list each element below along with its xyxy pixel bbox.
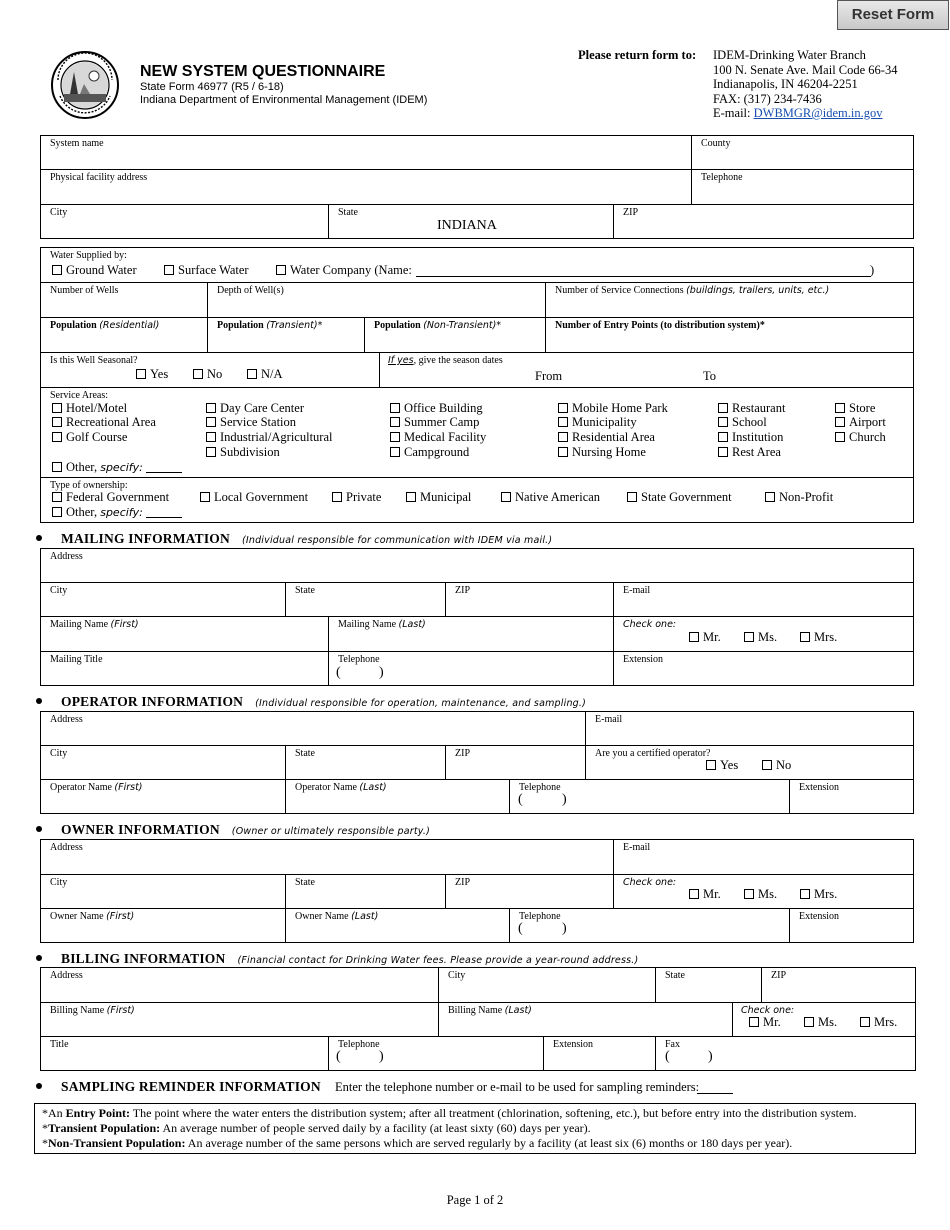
- sampling-contact-input[interactable]: [697, 1093, 733, 1094]
- mailing-zip-field[interactable]: ZIP: [446, 583, 614, 617]
- service-area-checkbox[interactable]: Residential Area: [558, 430, 655, 445]
- service-area-checkbox[interactable]: Municipality: [558, 415, 637, 430]
- close-paren: ): [870, 263, 875, 277]
- system-state-field[interactable]: [329, 205, 614, 239]
- water-supplied-label: Water Supplied by:: [50, 250, 127, 261]
- water-supplied-row: [41, 248, 913, 283]
- ownership-other-checkbox[interactable]: Other, specify:: [52, 505, 182, 520]
- section-bullet: [36, 955, 42, 961]
- indiana-state-seal: [50, 50, 120, 120]
- owner-info-block: [40, 839, 914, 943]
- population-residential-label: Population (Residential): [50, 320, 160, 331]
- operator-telephone-field[interactable]: Telephone ( ): [510, 780, 790, 813]
- section-bullet: [36, 698, 42, 704]
- number-of-wells-field[interactable]: [41, 283, 208, 318]
- billing-extension-field[interactable]: Extension: [544, 1037, 656, 1070]
- season-from-label: From: [535, 369, 563, 383]
- billing-first-name-field[interactable]: Billing Name (First): [41, 1003, 439, 1037]
- owner-section-title: OWNER INFORMATION (Owner or ultimately responsible party.): [61, 822, 430, 837]
- ownership-section: [41, 478, 913, 522]
- state-label: State: [338, 207, 358, 218]
- mailing-telephone-field[interactable]: Telephone ( ): [329, 652, 614, 685]
- mailing-city-field[interactable]: City: [41, 583, 286, 617]
- system-city-field[interactable]: [41, 205, 329, 239]
- return-line: 100 N. Senate Ave. Mail Code 66-34: [713, 62, 898, 77]
- owner-last-name-field[interactable]: Owner Name (Last): [286, 909, 510, 942]
- return-label: Please return form to:: [578, 48, 697, 62]
- billing-telephone-field[interactable]: Telephone ( ): [329, 1037, 544, 1070]
- ownership-checkbox[interactable]: Private: [332, 490, 381, 505]
- system-name-label: System name: [50, 138, 104, 149]
- billing-salutation-field: Check one: Mr. Ms. Mrs.: [733, 1003, 915, 1037]
- service-area-checkbox[interactable]: School: [718, 415, 767, 430]
- operator-zip-field[interactable]: ZIP: [446, 746, 586, 780]
- population-transient-field[interactable]: [208, 318, 365, 353]
- owner-telephone-field[interactable]: Telephone ( ): [510, 909, 790, 942]
- ms-checkbox[interactable]: Ms.: [744, 630, 777, 645]
- service-area-checkbox[interactable]: Mobile Home Park: [558, 401, 668, 416]
- ground-water-checkbox[interactable]: Ground Water: [52, 263, 137, 278]
- certified-operator-field: Are you a certified operator? Yes No: [586, 746, 913, 780]
- form-number: State Form 46977 (R5 / 6-18): [140, 81, 284, 93]
- mrs-checkbox[interactable]: Mrs.: [800, 630, 837, 645]
- owner-city-field[interactable]: City: [41, 875, 286, 909]
- email-link[interactable]: DWBMGR@idem.in.gov: [753, 106, 883, 120]
- surface-water-checkbox[interactable]: Surface Water: [164, 263, 249, 278]
- owner-address-field[interactable]: Address: [41, 840, 614, 875]
- return-line: FAX: (317) 234-7436: [713, 91, 822, 106]
- definition-line: *Transient Population: An average number of people served daily by a facility (at least sixty (60) days per year).: [42, 1121, 591, 1135]
- mailing-email-field[interactable]: E-mail: [614, 583, 913, 617]
- page-number: Page 1 of 2: [446, 1193, 504, 1207]
- population-residential-field[interactable]: [41, 318, 208, 353]
- mailing-section-title: MAILING INFORMATION (Individual responsible for communication with IDEM via mail.): [61, 531, 553, 546]
- owner-zip-field[interactable]: ZIP: [446, 875, 614, 909]
- billing-fax-field[interactable]: Fax ( ): [665, 1039, 713, 1064]
- service-areas-section: [41, 388, 913, 478]
- system-zip-field[interactable]: [614, 205, 914, 239]
- operator-last-name-field[interactable]: Operator Name (Last): [286, 780, 510, 813]
- return-line: IDEM-Drinking Water Branch: [713, 48, 866, 62]
- water-company-name-input[interactable]: [416, 276, 871, 277]
- ownership-checkbox[interactable]: Native American: [501, 490, 600, 505]
- mailing-title-field[interactable]: Mailing Title: [41, 652, 329, 685]
- service-area-checkbox[interactable]: Service Station: [206, 415, 296, 430]
- ownership-label: Type of ownership:: [50, 480, 128, 491]
- billing-info-block: [40, 967, 916, 1071]
- service-connections-field[interactable]: [546, 283, 913, 318]
- ownership-checkbox[interactable]: State Government: [627, 490, 732, 505]
- form-title: NEW SYSTEM QUESTIONNAIRE: [140, 63, 386, 80]
- mailing-extension-field[interactable]: Extension: [623, 654, 663, 665]
- mailing-salutation-field: Check one: Mr. Ms. Mrs.: [614, 617, 913, 652]
- water-info-block: [40, 247, 914, 523]
- service-area-checkbox[interactable]: Airport: [835, 415, 886, 430]
- return-line: Indianapolis, IN 46204-2251: [713, 77, 858, 91]
- operator-city-field[interactable]: City: [41, 746, 286, 780]
- email-label: E-mail:: [713, 106, 754, 120]
- definitions-box: [34, 1103, 916, 1154]
- seasonal-na-checkbox[interactable]: N/A: [247, 367, 283, 382]
- owner-first-name-field[interactable]: Owner Name (First): [41, 909, 286, 942]
- section-bullet: [36, 535, 42, 541]
- certified-yes-checkbox[interactable]: Yes: [706, 758, 738, 773]
- mailing-last-name-field[interactable]: Mailing Name (Last): [329, 617, 614, 652]
- service-area-checkbox[interactable]: Store: [835, 401, 875, 416]
- sampling-section-title: SAMPLING REMINDER INFORMATION: [61, 1079, 321, 1094]
- service-area-checkbox[interactable]: Subdivision: [206, 445, 280, 460]
- service-area-checkbox[interactable]: Nursing Home: [558, 445, 646, 460]
- section-bullet: [36, 826, 42, 832]
- mailing-info-block: [40, 548, 914, 686]
- season-dates-label: If yes, give the season dates: [388, 355, 503, 366]
- ownership-checkbox[interactable]: Municipal: [406, 490, 471, 505]
- mrs-checkbox[interactable]: Mrs.: [800, 887, 837, 902]
- city-label: City: [50, 207, 68, 218]
- water-company-checkbox[interactable]: Water Company (Name:: [276, 263, 412, 278]
- operator-first-name-field[interactable]: Operator Name (First): [41, 780, 286, 813]
- service-area-checkbox[interactable]: Restaurant: [718, 401, 785, 416]
- ms-checkbox[interactable]: Ms.: [804, 1015, 837, 1030]
- entry-points-field[interactable]: [546, 318, 913, 353]
- billing-section-title: BILLING INFORMATION (Financial contact for Drinking Water fees. Please provide a year-round address.): [61, 951, 639, 966]
- billing-state-field[interactable]: State: [656, 968, 762, 1003]
- mr-checkbox[interactable]: Mr.: [689, 887, 721, 902]
- operator-email-field[interactable]: E-mail: [586, 712, 913, 746]
- mailing-state-field[interactable]: State: [286, 583, 446, 617]
- ownership-checkbox[interactable]: Federal Government: [52, 490, 169, 505]
- mailing-address-field[interactable]: Address: [41, 549, 913, 583]
- mrs-checkbox[interactable]: Mrs.: [860, 1015, 897, 1030]
- return-address: [713, 48, 897, 121]
- billing-zip-field[interactable]: ZIP: [762, 968, 915, 1003]
- return-email-line: [713, 106, 897, 121]
- service-area-checkbox[interactable]: Church: [835, 430, 886, 445]
- service-area-checkbox[interactable]: Industrial/Agricultural: [206, 430, 332, 445]
- service-area-checkbox[interactable]: Rest Area: [718, 445, 781, 460]
- billing-city-field[interactable]: City: [439, 968, 656, 1003]
- department-name: Indiana Department of Environmental Management (IDEM): [140, 94, 428, 106]
- ms-checkbox[interactable]: Ms.: [744, 887, 777, 902]
- service-area-checkbox[interactable]: Summer Camp: [390, 415, 479, 430]
- mr-checkbox[interactable]: Mr.: [689, 630, 721, 645]
- entry-points-label: Number of Entry Points (to distribution system)*: [555, 320, 765, 331]
- system-name-field[interactable]: [41, 136, 692, 170]
- service-area-checkbox[interactable]: Hotel/Motel: [52, 401, 127, 416]
- operator-info-block: [40, 711, 914, 814]
- service-area-checkbox[interactable]: Medical Facility: [390, 430, 486, 445]
- definition-line: *Non-Transient Population: An average number of the same persons which are served regularly by a facility (at least six (6) months or 180 days per year).: [42, 1136, 793, 1150]
- population-transient-label: Population (Transient)*: [217, 320, 323, 331]
- service-area-checkbox[interactable]: Office Building: [390, 401, 483, 416]
- population-nontransient-field[interactable]: [365, 318, 546, 353]
- service-area-checkbox[interactable]: Recreational Area: [52, 415, 156, 430]
- mailing-first-name-field[interactable]: Mailing Name (First): [41, 617, 329, 652]
- system-info-block: [40, 135, 914, 239]
- depth-of-wells-label: Depth of Well(s): [217, 285, 284, 296]
- service-connections-label: Number of Service Connections (buildings, trailers, units, etc.): [555, 285, 830, 296]
- seasonal-yes-checkbox[interactable]: Yes: [136, 367, 168, 382]
- number-of-wells-label: Number of Wells: [50, 285, 119, 296]
- season-to-label: To: [703, 369, 717, 383]
- section-bullet: [36, 1083, 42, 1089]
- service-area-checkbox[interactable]: Campground: [390, 445, 469, 460]
- physical-address-label: Physical facility address: [50, 172, 148, 183]
- system-telephone-field[interactable]: [692, 170, 914, 205]
- seasonal-no-checkbox[interactable]: No: [193, 367, 222, 382]
- telephone-label: Telephone: [701, 172, 743, 183]
- operator-extension-field[interactable]: Extension: [799, 782, 839, 793]
- owner-state-field[interactable]: State: [286, 875, 446, 909]
- owner-extension-field[interactable]: Extension: [799, 911, 839, 922]
- operator-state-field[interactable]: State: [286, 746, 446, 780]
- operator-section-title: OPERATOR INFORMATION (Individual responsible for operation, maintenance, and sampling.): [61, 694, 587, 709]
- reset-form-button[interactable]: Reset Form: [837, 0, 949, 30]
- certified-no-checkbox[interactable]: No: [762, 758, 791, 773]
- billing-last-name-field[interactable]: Billing Name (Last): [439, 1003, 733, 1037]
- state-value: INDIANA: [437, 218, 497, 233]
- sampling-instructions: Enter the telephone number or e-mail to be used for sampling reminders:: [335, 1080, 700, 1094]
- county-label: County: [701, 138, 731, 149]
- billing-address-field[interactable]: Address: [41, 968, 439, 1003]
- depth-of-wells-field[interactable]: [208, 283, 546, 318]
- population-nontransient-label: Population (Non-Transient)*: [374, 320, 502, 331]
- seasonal-row: [41, 353, 380, 388]
- billing-title-field[interactable]: Title: [41, 1037, 329, 1070]
- service-area-other-checkbox[interactable]: Other, specify:: [52, 460, 182, 475]
- county-field[interactable]: [692, 136, 914, 170]
- service-areas-label: Service Areas:: [50, 390, 109, 401]
- definition-line: *An Entry Point: The point where the water enters the distribution system; after all treatment (chlorination, softening, etc.), but before entry into the distribution system.: [42, 1106, 857, 1120]
- service-area-checkbox[interactable]: Institution: [718, 430, 783, 445]
- mr-checkbox[interactable]: Mr.: [749, 1015, 781, 1030]
- operator-address-field[interactable]: Address: [41, 712, 586, 746]
- ownership-checkbox[interactable]: Local Government: [200, 490, 308, 505]
- seasonal-label: Is this Well Seasonal?: [50, 355, 138, 366]
- service-area-checkbox[interactable]: Day Care Center: [206, 401, 304, 416]
- season-dates-field[interactable]: [380, 353, 913, 388]
- service-area-checkbox[interactable]: Golf Course: [52, 430, 127, 445]
- owner-email-field[interactable]: E-mail: [614, 840, 913, 875]
- zip-label: ZIP: [623, 207, 638, 218]
- ownership-checkbox[interactable]: Non-Profit: [765, 490, 833, 505]
- physical-address-field[interactable]: [41, 170, 692, 205]
- owner-salutation-field: Check one: Mr. Ms. Mrs.: [614, 875, 913, 909]
